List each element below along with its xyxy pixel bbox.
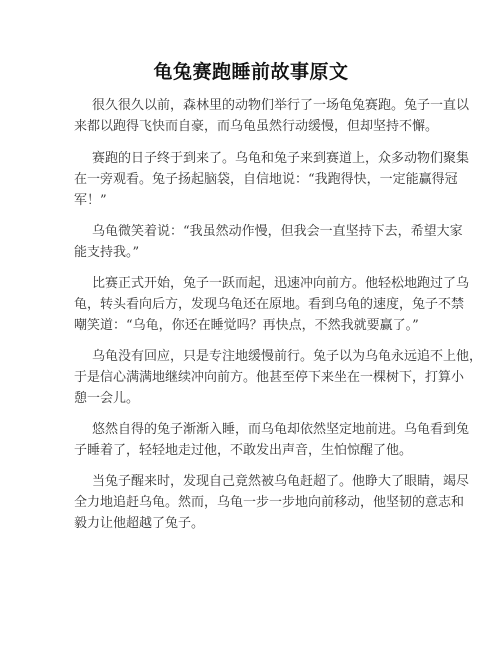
- paragraph-4: [74, 273, 470, 336]
- paragraph-1: [74, 95, 470, 137]
- document-title: 龟兔赛跑睡前故事原文: [153, 61, 349, 83]
- paragraph-6: [74, 419, 470, 461]
- paragraph-line: 乌龟微笑着说：“我虽然动作慢，但我会一直坚持下去，希望大家: [92, 224, 463, 239]
- paragraph-line: 全力地追赶乌龟。然而，乌龟一步一步地向前移动，他坚韧的意志和: [74, 495, 465, 510]
- paragraph-line: 子睡着了，轻轻地走过他，不敢发出声音，生怕惊醒了他。: [74, 443, 413, 458]
- paragraph-line: 军！”: [74, 193, 107, 208]
- paragraph-line: 嘲笑道：“乌龟，你还在睡觉吗？再快点，不然我就要赢了。”: [74, 318, 419, 333]
- paragraph-line: 毅力让他超越了兔子。: [74, 516, 205, 531]
- paragraph-3: [74, 221, 466, 263]
- paragraph-line: 能支持我。”: [74, 245, 140, 260]
- paragraph-line: 憩一会儿。: [74, 391, 140, 406]
- paragraph-line: 比赛正式开始，兔子一跃而起，迅速冲向前方。他轻松地跑过了乌: [92, 276, 470, 291]
- paragraph-line: 乌龟没有回应，只是专注地缓慢前行。兔子以为乌龟永远追不上他，: [92, 349, 483, 364]
- paragraph-5: [74, 346, 483, 409]
- paragraph-line: 来都以跑得飞快而自豪，而乌龟虽然行动缓慢，但却坚持不懈。: [74, 119, 439, 134]
- paragraph-line: 当兔子醒来时，发现自己竟然被乌龟赶超了。他睁大了眼睛，竭尽: [92, 474, 470, 489]
- paragraph-line: 赛跑的日子终于到来了。乌龟和兔子来到赛道上，众多动物们聚集: [92, 151, 470, 166]
- paragraph-line: 龟，转头看向后方，发现乌龟还在原地。看到乌龟的速度，兔子不禁: [74, 297, 465, 312]
- paragraph-line: 在一旁观看。兔子扬起脑袋，自信地说：“我跑得快，一定能赢得冠: [74, 172, 458, 187]
- paragraph-7: [74, 471, 470, 534]
- paragraph-line: 于是信心满满地继续冲向前方。他甚至停下来坐在一棵树下，打算小: [74, 370, 465, 385]
- paragraph-line: 很久很久以前，森林里的动物们举行了一场龟兔赛跑。兔子一直以: [92, 98, 470, 113]
- paragraph-2: [74, 148, 470, 211]
- paragraph-line: 悠然自得的兔子渐渐入睡，而乌龟却依然坚定地前进。乌龟看到兔: [92, 422, 470, 437]
